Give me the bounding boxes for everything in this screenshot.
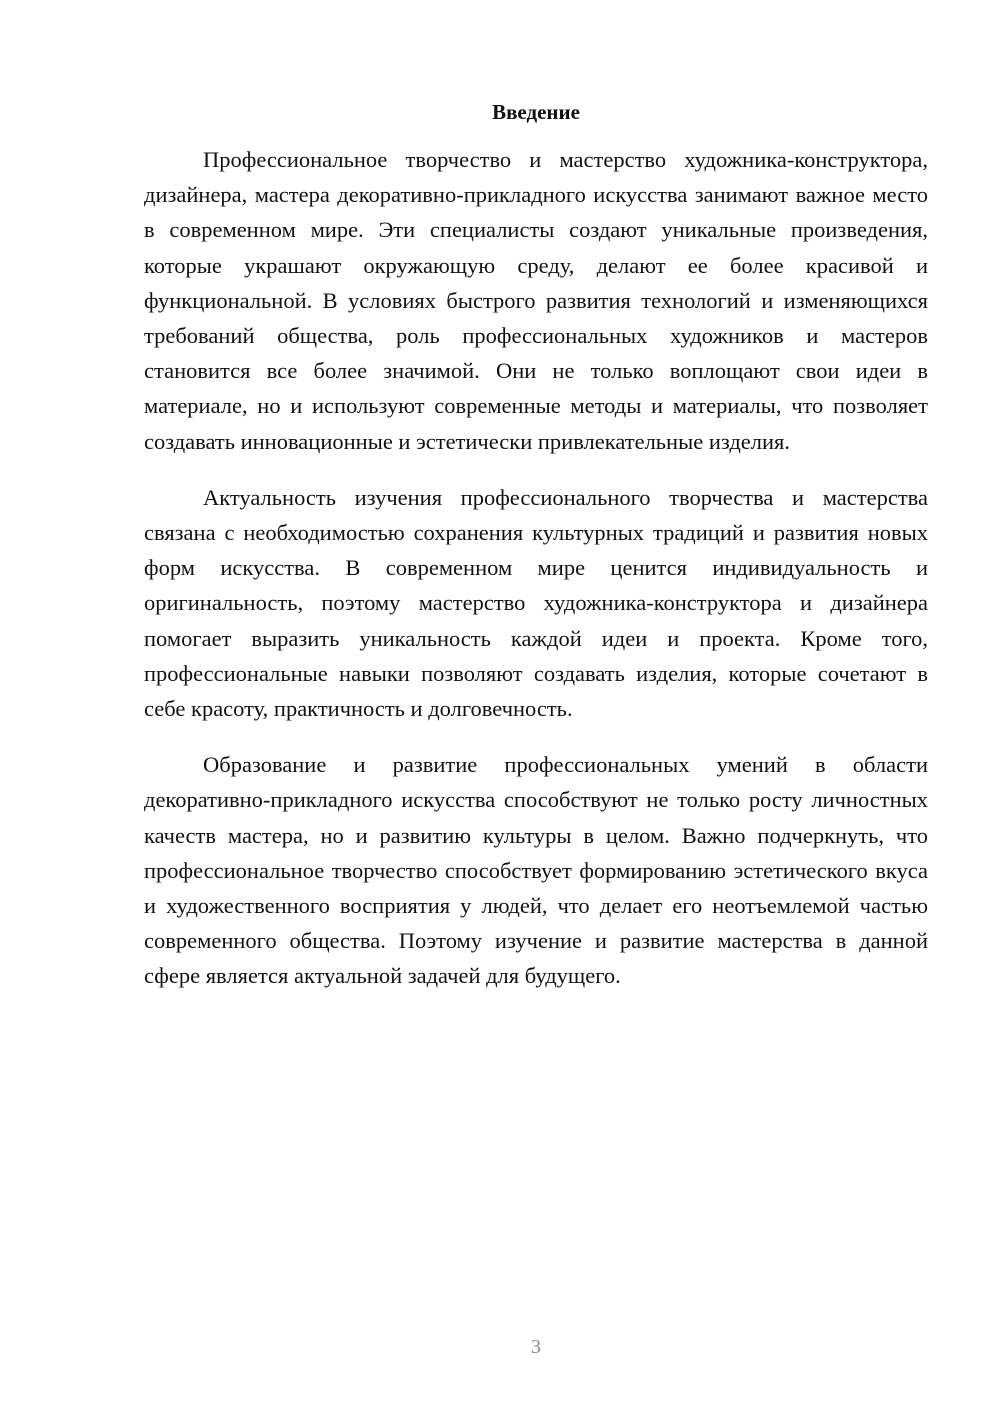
page-number: 3 bbox=[531, 1336, 541, 1358]
section-title: Введение bbox=[492, 100, 580, 124]
paragraph-1: Профессиональное творчество и мастерство художника-конструктора, дизайнера, мастера декоративно-прикладного искусства занимают важное место в современном мире. Эти специалисты создают уникальные произведения, которые украшают окружающую среду, делают ее более красивой и функциональной. В условиях быстрого развития технологий и изменяющихся требований общества, роль профессиональных художников и мастеров становится все более значимой. Они не только воплощают свои идеи в материале, но и используют современные методы и материалы, что позволяет создавать инновационные и эстетически привлекательные изделия. bbox=[144, 147, 928, 454]
paragraph-2: Актуальность изучения профессионального творчества и мастерства связана с необходимостью сохранения культурных традиций и развития новых форм искусства. В современном мире ценится индивидуальность и оригинальность, поэтому мастерство художника-конструктора и дизайнера помогает выразить уникальность каждой идеи и проекта. Кроме того, профессиональные навыки позволяют создавать изделия, которые сочетают в себе красоту, практичность и долговечность. bbox=[144, 484, 928, 722]
body-text bbox=[144, 142, 928, 994]
paragraph-3: Образование и развитие профессиональных умений в области декоративно-прикладного искусства способствуют не только росту личностных качеств мастера, но и развитию культуры в целом. Важно подчеркнуть, что профессиональное творчество способствует формированию эстетического вкуса и художественного восприятия у людей, что делает его неотъемлемой частью современного общества. Поэтому изучение и развитие мастерства в данной сфере является актуальной задачей для будущего. bbox=[144, 752, 928, 989]
